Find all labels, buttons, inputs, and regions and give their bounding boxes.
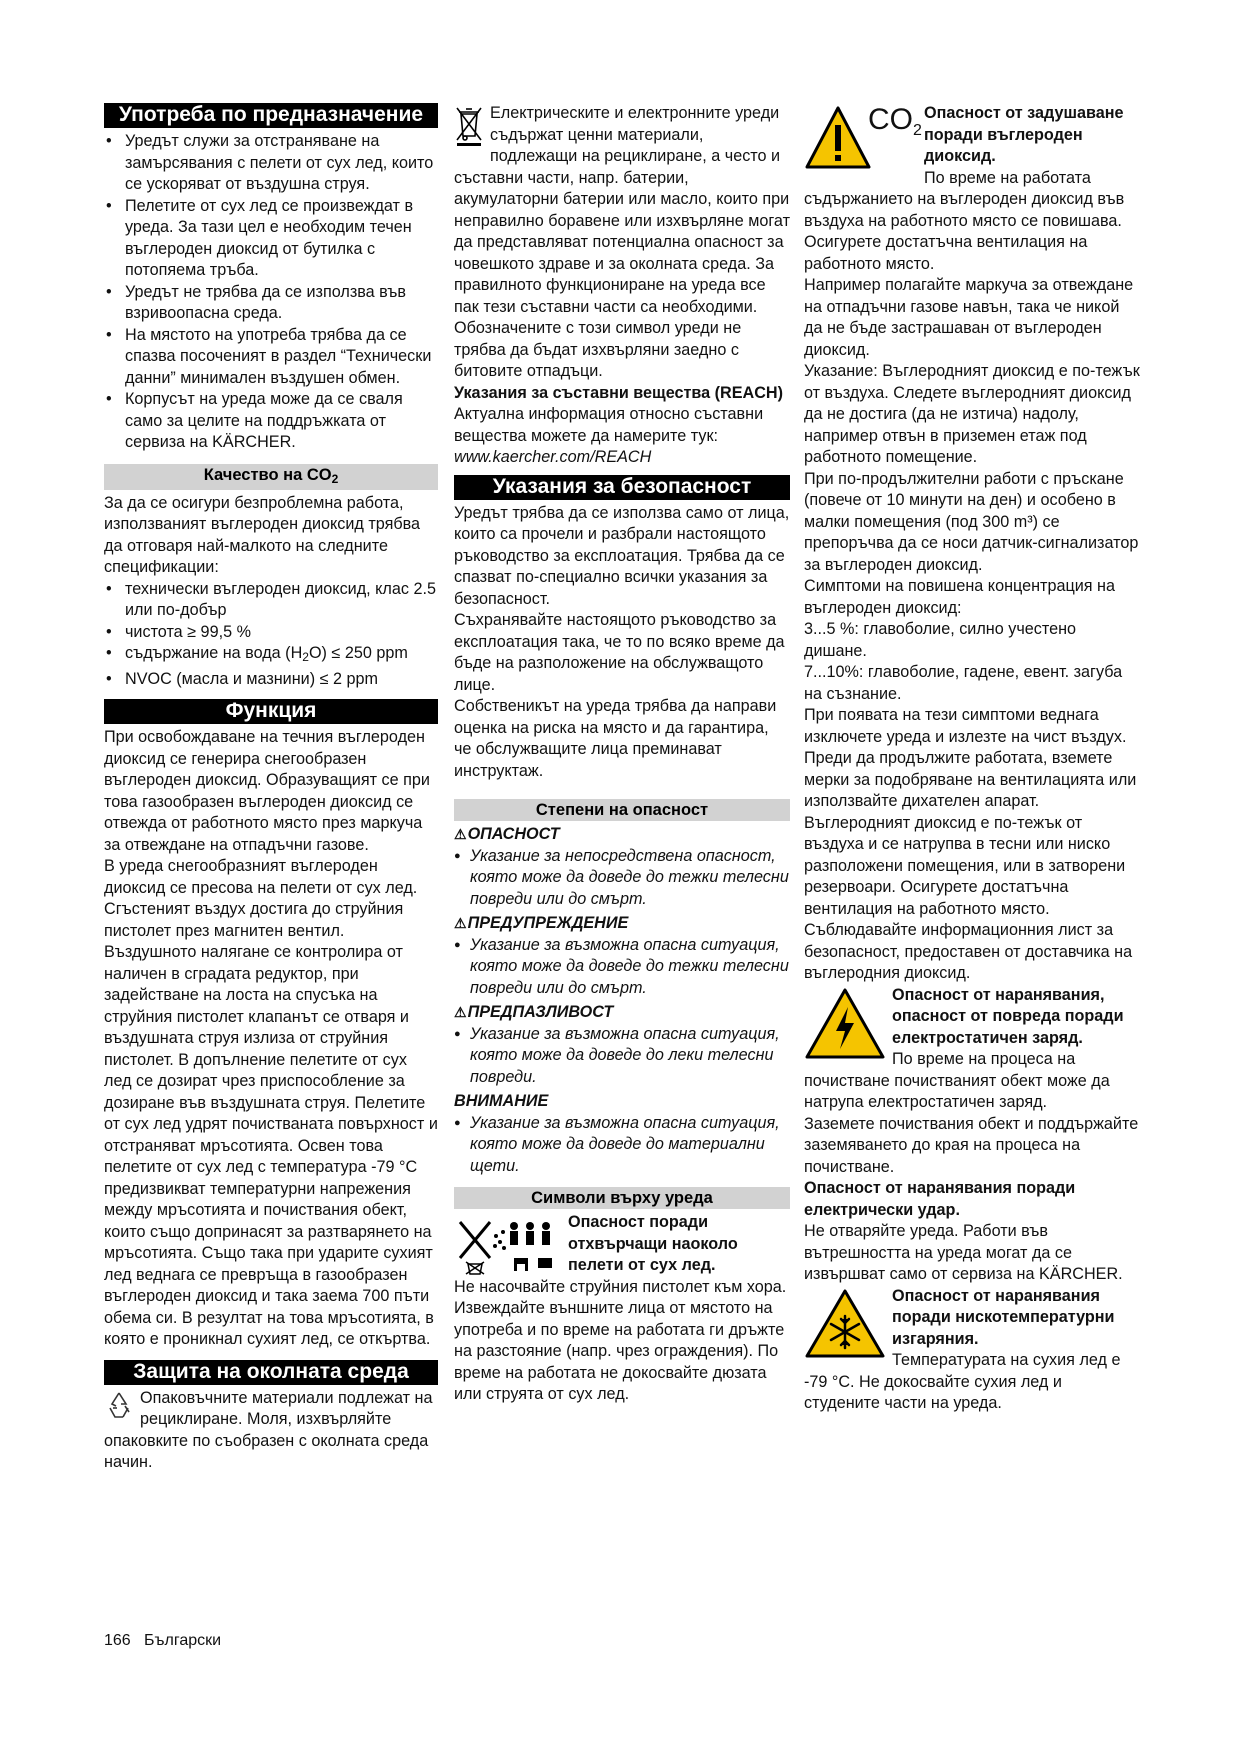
co2-sign-text: $CO_2$: [868, 103, 922, 139]
usage-heading: Употреба по предназначение: [104, 103, 438, 128]
pellets-more-text: Извеждайте външните лица от мястото на употреба и по време на работата ги дръжте на разстояние (напр. чрез ограждения). По време на работата не докосвайте дюзата или струята от сух лед.: [454, 1299, 785, 1403]
recycling-icon: [104, 1390, 134, 1420]
reach-text: Актуална информация относно съставни вещества можете да намерите тук:: [454, 405, 764, 445]
environment-text: Опаковъчните материали подлежат на рециклиране. Моля, изхвърляйте опаковките по съобразен с околната среда начин.: [104, 1388, 433, 1471]
pellets-title: Опасност поради отхвърчащи наоколо пелети от сух лед.: [568, 1213, 738, 1274]
notice-label: ВНИМАНИЕ: [454, 1092, 549, 1110]
list-item: • Корпусът на уреда може да се сваля само за целите на поддръжката от сервиза на KÄRCHER.: [104, 389, 438, 454]
function-paragraph: В уреда снегообразният въглероден диоксид се пресова на пелети от сух лед. Сгъстеният въздух достига до струйния пистолет през магнитен вентил. Въздушното налягане се контролира от наличен в сградата редуктор, при задействане на лоста на спусъка на струйния пистолет клапанът се отваря и въздушната струя излиза от струйния пистолет. В допълнение пелетите от сух лед се дозират чрез приспособление за дозиране във въздушната струя. Пелетите от сух лед удрят почистваната повърхност и отстраняват мръсотията. Освен това пелетите от сух лед с температура -79 °C предизвикват температурни напрежения между мръсотията и почиствания обект, които също допринасят за разтварянето на мръсотията. Също така при ударите сухият лед веднага се превръща в газообразен въглероден диоксид и така заема 700 пъти обема си. В резултат на това мръсотията, в която е проникнал сухият лед, се откъртва.: [104, 857, 438, 1348]
co2-spec-list: [104, 579, 438, 691]
column-1: [104, 103, 438, 1474]
page-footer: [104, 1632, 221, 1650]
suffocation-paragraph: 3...5 %: главоболие, силно учестено дишане.: [804, 620, 1077, 660]
suffocation-paragraph: Съблюдавайте информационния лист за безопасност, предоставен от доставчика на въглеродния диоксид.: [804, 921, 1133, 982]
pellets-text: Не насочвайте струйния пистолет към хора.: [454, 1277, 787, 1296]
projectile-hazard-icon: [454, 1214, 560, 1276]
list-item: • На мястото на употреба трябва да се спазва посоченият в раздел “Технически данни” минимален въздушен обмен.: [104, 325, 438, 390]
warning-triangle-icon: ⚠: [454, 1004, 467, 1020]
static-block: [804, 985, 1140, 1114]
environment-block: [104, 1388, 438, 1474]
suffocation-paragraph: Симптоми на повишена концентрация на въглероден диоксид:: [804, 577, 1115, 617]
list-item: • Пелетите от сух лед се произвеждат в уреда. За тази цел е необходим течен въглероден диоксид от бутилка с потопяема тръба.: [104, 196, 438, 282]
suffocation-paragraph: При появата на тези симптоми веднага изключете уреда и излезте на чист въздух. Преди да продължите работата, вземете мерки за подобряване на вентилацията или използвайте дихателен апарат.: [804, 706, 1137, 810]
shock-title: Опасност от наранявания поради електрически удар.: [804, 1179, 1076, 1219]
warning-triangle-icon: ⚠: [454, 915, 467, 931]
reach-link[interactable]: www.kaercher.com/REACH: [454, 448, 652, 466]
suffocation-paragraph: Осигурете достатъчна вентилация на работното място.: [804, 233, 1088, 273]
weee-block: [454, 103, 790, 383]
list-item: • технически въглероден диоксид, клас 2.5 или по-добър: [104, 579, 438, 622]
suffocation-title: Опасност от задушаване поради въглероден диоксид.: [924, 104, 1124, 165]
crossed-bin-icon: [454, 105, 484, 147]
cold-text: Температурата на сухия лед е -79 °C. Не докосвайте сухия лед и студените части на уреда.: [804, 1351, 1121, 1412]
static-paragraph: По време на процеса на почистване почистваният обект може да натрупа електростатичен заряд.: [804, 1050, 1110, 1111]
warning-triangle-icon: ⚠: [454, 826, 467, 842]
list-item: • Уредът не трябва да се използва във взривоопасна среда.: [104, 282, 438, 325]
cold-block: [804, 1286, 1140, 1415]
static-paragraph: Заземете почиствания обект и поддържайте заземяването до края на процеса на почистване.: [804, 1114, 1139, 1176]
safety-heading: Указания за безопасност: [454, 475, 790, 500]
list-item: • съдържание на вода $(H_2O) \le 250$ ppm: [104, 643, 438, 669]
co2-warning-sign: [804, 103, 922, 171]
pellets-block: [454, 1212, 790, 1406]
caution-label: ⚠ПРЕДПАЗЛИВОСТ: [454, 1003, 614, 1021]
safety-paragraph: Уредът трябва да се използва само от лица, които са прочели и разбрали настоящото ръководство за експлоатация. Трябва да се спазват по-специално всички указания за безопасност.: [454, 503, 790, 608]
co2-quality-intro: За да се осигури безпроблемна работа, използваният въглероден диоксид трябва да отговаря най-малкото на следните спецификации:: [104, 493, 421, 576]
column-2: [454, 103, 790, 1406]
reach-heading: Указания за съставни вещества (REACH): [454, 383, 783, 402]
suffocation-paragraph: 7...10%: главоболие, гадене, евент. загуба на съзнание.: [804, 663, 1123, 703]
caution-text: ● Указание за възможна опасна ситуация, която може да доведе до леки телесни повреди.: [454, 1024, 790, 1089]
list-item: • чистота ≥ 99,5 %: [104, 622, 438, 644]
high-voltage-icon: [804, 987, 886, 1061]
danger-text: ● Указание за непосредствена опасност, която може да доведе до тежки телесни повреди или до смърт.: [454, 846, 790, 911]
page-number: 166: [104, 1632, 131, 1649]
hazard-levels-heading: Степени на опасност: [454, 799, 790, 821]
safety-paragraph: Съхранявайте настоящото ръководство за експлоатация така, че то по всяко време да бъде на разположение на обслужващото лице.: [454, 611, 785, 694]
suffocation-block: [804, 103, 1140, 232]
warning-label: ⚠ПРЕДУПРЕЖДЕНИЕ: [454, 914, 629, 932]
suffocation-paragraph: При по-продължителни работи с пръскане (повече от 10 минути на ден) и особено в малки помещения (под 300 m³) се препоръчва да се носи датчик-сигнализатор за въглероден диоксид.: [804, 469, 1139, 574]
weee-text: Електрическите и електронните уреди съдържат ценни материали, подлежащи на рециклиране, а често и съставни части, напр. батерии, акумулаторни батерии или масло, които при неправилно боравене или изхвърляне могат да представляват потенциална опасност за човешкото здраве и за околната среда. За правилното функциониране на уреда все пак тези съставни части са необходими. Обозначените с този символ уреди не трябва да бъдат изхвърляни заедно с битовите отпадъци.: [454, 104, 790, 380]
danger-label: ⚠ОПАСНОСТ: [454, 825, 560, 843]
symbols-heading: Символи върху уреда: [454, 1187, 790, 1209]
suffocation-paragraph: Въглеродният диоксид е по-тежък от въздуха и се натрупва в тесни или ниско разположени помещения, или в затворени резервоари. Осигурете достатъчна вентилация на работното място.: [804, 813, 1126, 918]
low-temperature-icon: [804, 1288, 886, 1360]
function-paragraph: При освобождаване на течния въглероден диоксид се генерира снегообразен въглероден диоксид. Образуващият се при това газообразен въглероден диоксид се отвежда от работното място през маркуча за отвеждане на отпадъчни газове.: [104, 728, 430, 854]
static-title: Опасност от наранявания, опасност от повреда поради електростатичен заряд.: [892, 985, 1124, 1047]
notice-text: ● Указание за възможна опасна ситуация, която може да доведе до материални щети.: [454, 1113, 790, 1178]
co2-quality-heading: Качество на $CO_2$: [104, 464, 438, 490]
safety-paragraph: Собственикът на уреда трябва да направи оценка на риска на място и да гарантира, че обслужващите лица преминават инструктаж.: [454, 697, 777, 780]
shock-text: Не отваряйте уреда. Работи във вътрешността на уреда могат да се извършват само от сервиза на KÄRCHER.: [804, 1222, 1123, 1283]
list-item: • Уредът служи за отстраняване на замърсявания с пелети от сух лед, които се ускоряват от въздушна струя.: [104, 131, 438, 196]
column-3: [804, 103, 1140, 1415]
environment-heading: Защита на околната среда: [104, 1360, 438, 1385]
suffocation-paragraph: По време на работата съдържанието на въглероден диоксид във въздуха на работното място се повишава.: [804, 168, 1125, 230]
cold-title: Опасност от наранявания поради нискотемпературни изгаряния.: [892, 1286, 1115, 1348]
footer-language: Български: [144, 1632, 222, 1649]
usage-list: [104, 131, 438, 454]
list-item: • NVOC (масла и мазнини) ≤ 2 ppm: [104, 669, 438, 691]
suffocation-paragraph: Указание: Въглеродният диоксид е по-тежък от въздуха. Следете въглеродният диоксид да не достига (да не изтича) надолу, например отвън в приземен етаж под работното помещение.: [804, 362, 1140, 466]
function-heading: Функция: [104, 699, 438, 724]
warning-triangle-icon: [804, 105, 872, 171]
warning-text: ● Указание за възможна опасна ситуация, която може да доведе до тежки телесни повреди или до смърт.: [454, 935, 790, 1000]
suffocation-paragraph: Например полагайте маркуча за отвеждане на отпадъчни газове навън, така че никой да не бъде застрашаван от въглероден диоксид.: [804, 276, 1134, 359]
